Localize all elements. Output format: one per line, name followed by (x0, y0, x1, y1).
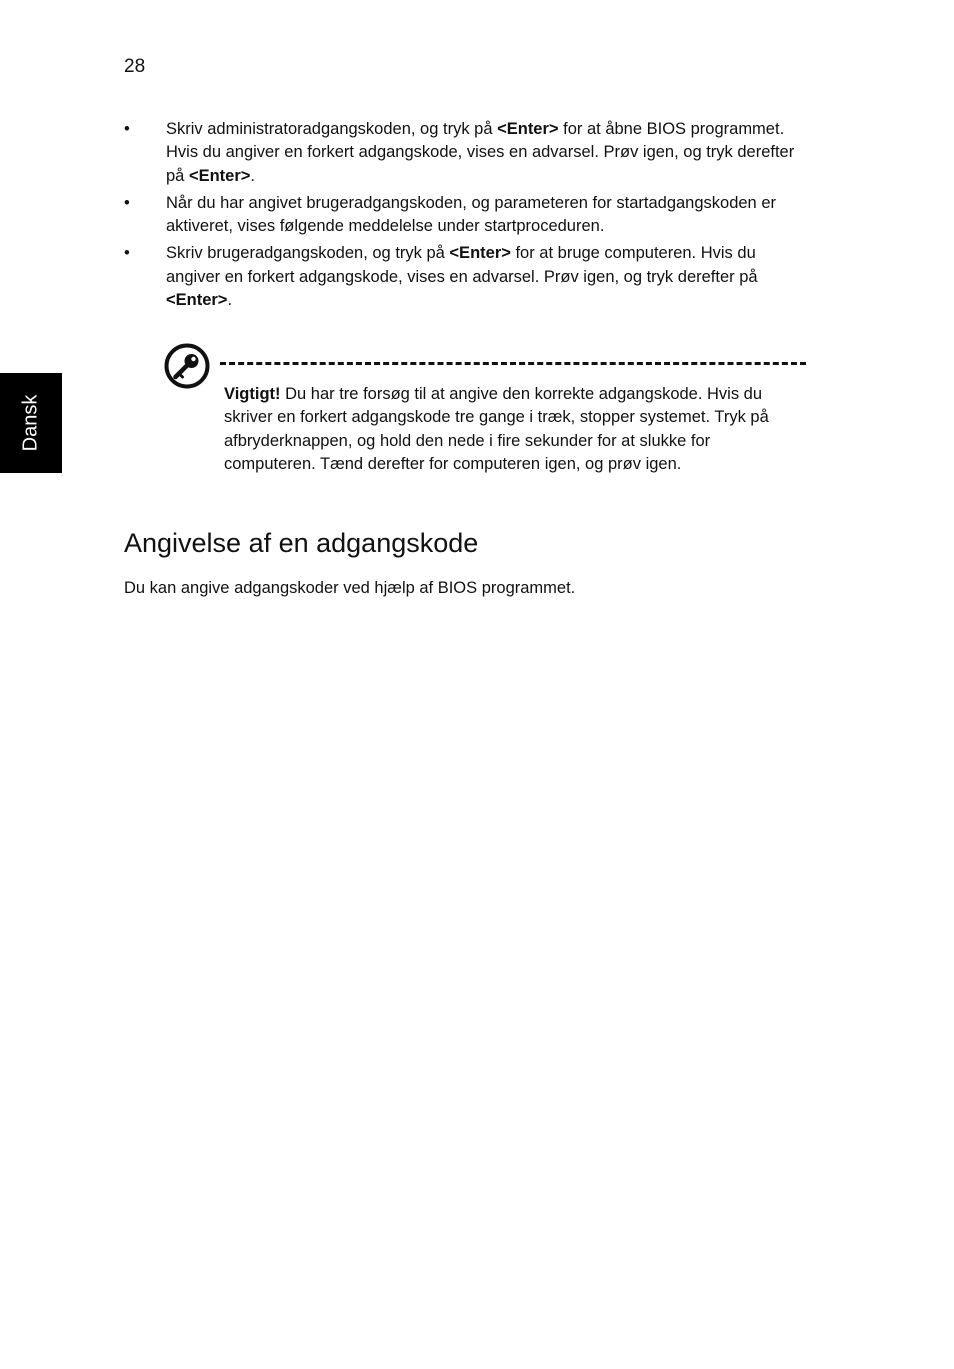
note-divider (220, 362, 806, 365)
list-item (124, 118, 814, 188)
list-item (124, 192, 814, 239)
enter-key-label: <Enter> (166, 291, 228, 310)
text-segment: . (250, 166, 255, 185)
key-icon (164, 343, 210, 389)
text-segment: Skriv administratoradgangskoden, og tryk på (166, 120, 498, 138)
language-tab-label: Dansk (19, 394, 42, 452)
text-segment: Når du har angivet brugeradgangskoden, og parameteren for startadgangskoden er aktiveret, vises følgende meddelelse under startproceduren. (166, 193, 776, 236)
bullet-mark: • (124, 244, 130, 263)
note-label: Vigtigt! (224, 385, 281, 403)
text-segment: for at bruge computeren. Hvis du angiver en forkert adgangskode, vises en advarsel. Prøv igen, og tryk derefter på (166, 244, 758, 286)
note-body: Du har tre forsøg til at angive den korrekte adgangskode. Hvis du skriver en forkert adgangskode tre gange i træk, stopper systemet. Tryk på afbryderknappen, og hold den nede i fire sekunder for at slukke for computeren. Tænd derefter for computeren igen, og prøv igen. (224, 385, 769, 473)
important-note (224, 383, 804, 476)
language-tab (0, 373, 62, 473)
text-segment: Skriv brugeradgangskoden, og tryk på (166, 244, 450, 263)
enter-key-label: <Enter> (188, 166, 251, 185)
text-segment: for at åbne BIOS programmet. Hvis du angiver en forkert adgangskode, vises en advarsel. Prøv igen, og tryk derefter på (166, 120, 795, 185)
bullet-mark: • (124, 193, 130, 212)
page-number: 28 (124, 56, 146, 77)
bullet-list (124, 118, 814, 316)
section-title: Angivelse af en adgangskode (124, 528, 479, 558)
enter-key-label: <Enter> (497, 120, 559, 138)
list-item (124, 242, 814, 312)
bullet-mark: • (124, 120, 130, 138)
section-body: Du kan angive adgangskoder ved hjælp af BIOS programmet. (124, 579, 576, 597)
enter-key-label: <Enter> (449, 244, 511, 263)
text-segment: . (227, 291, 233, 310)
